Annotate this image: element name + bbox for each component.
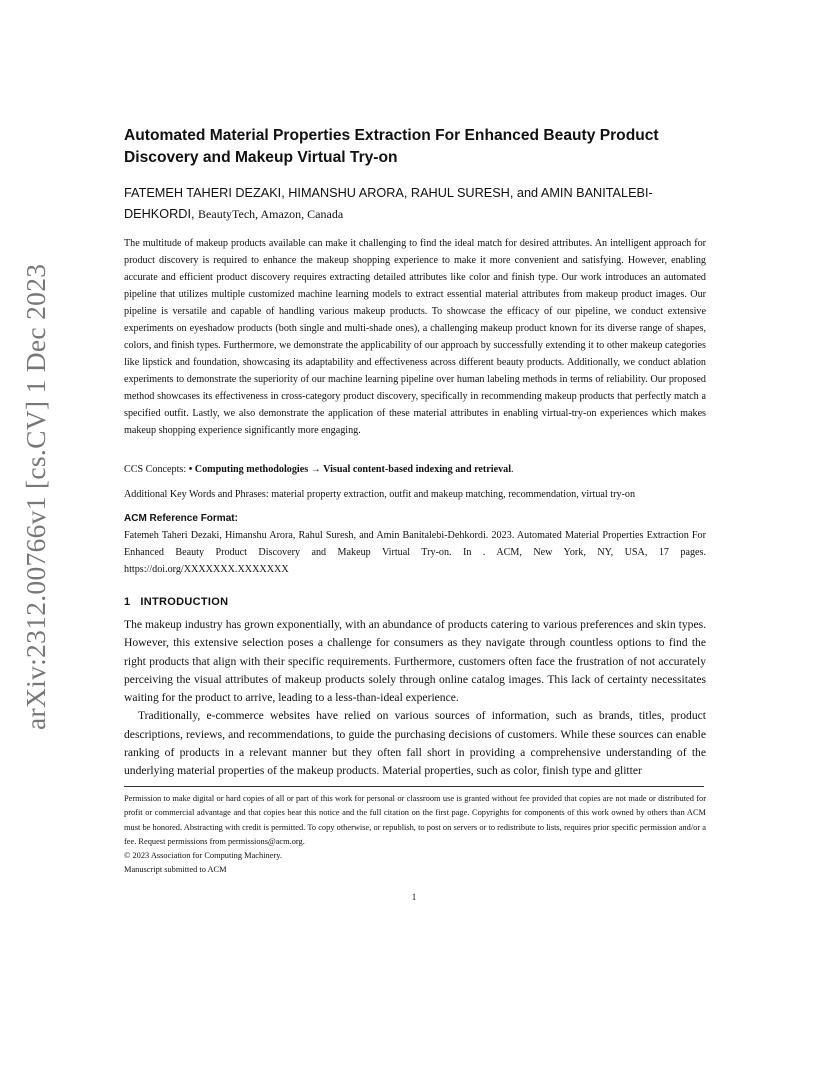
copyright-notice: © 2023 Association for Computing Machinery. [124,851,282,861]
arxiv-identifier-stamp: arXiv:2312.00766v1 [cs.CV] 1 Dec 2023 [20,263,51,730]
ccs-terminator: . [511,464,514,475]
intro-paragraph: Traditionally, e-commerce websites have relied on various sources of information, such as brands, titles, product descriptions, reviews, and recommendations, to guide the purchasing decisions of customers. While these sources can enable ranking of products in a relevant manner but they often fall short in providing a comprehensive understanding of the underlying material properties of the makeup products. Material properties, such as color, finish type and glitter [124,709,706,778]
footnote-block [124,792,706,878]
author-affiliation: BeautyTech, Amazon, Canada [198,207,344,221]
acm-reference-text: Fatemeh Taheri Dezaki, Himanshu Arora, Rahul Suresh, and Amin Banitalebi-Dehkordi. 2023. Automated Material Properties Extraction For Enhanced Beauty Product Discovery and Makeup Virtual Try-on. In . ACM, New York, NY, USA, 17 pages. https://doi.org/XXXXXXX.XXXXXXX [124,530,706,575]
author-names: FATEMEH TAHERI DEZAKI, HIMANSHU ARORA, RAHUL SURESH, and AMIN BANITALEBI-DEHKORDI, [124,186,653,221]
additional-keywords: Additional Key Words and Phrases: material property extraction, outfit and makeup matching, recommendation, virtual try-on [124,489,636,500]
intro-paragraph: The makeup industry has grown exponentially, with an abundance of products catering to various preferences and skin types. However, this extensive selection poses a challenge for consumers as they navigate through countless options to find the right products that align with their specific requirements. Furthermore, customers often face the frustration of not accurately perceiving the visual attributes of makeup products solely through online catalog images. This lack of certainty necessitates waiting for the product to arrive, leading to a less-than-ideal experience. [124,618,706,705]
section-title: INTRODUCTION [140,596,229,608]
ccs-concept-list: • Computing methodologies → Visual content-based indexing and retrieval [188,464,512,475]
acm-reference-heading: ACM Reference Format: [124,513,238,524]
page-number: 1 [411,892,417,902]
manuscript-notice: Manuscript submitted to ACM [124,865,227,875]
ccs-concepts [124,461,714,478]
section-number: 1 [124,596,131,608]
author-block [124,183,714,225]
paper-title: Automated Material Properties Extraction For Enhanced Beauty Product Discovery and Makeup Virtual Try-on [124,127,659,166]
section-heading-introduction [124,594,228,610]
abstract: The multitude of makeup products available can make it challenging to find the ideal match for desired attributes. An intelligent approach for product discovery is required to enhance the makeup shopping experience to make it more convenient and satisfying. However, enabling accurate and efficient product discovery requires extracting detailed attributes like color and finish type. Our work introduces an automated pipeline that utilizes multiple customized machine learning models to extract essential material attributes from makeup product images. Our pipeline is versatile and capable of handling various makeup products. To showcase the efficacy of our pipeline, we conduct extensive experiments on eyeshadow products (both single and multi-shade ones), a challenging makeup product known for its diverse range of shapes, colors, and finish types. Furthermore, we demonstrate the applicability of our approach by successfully extending it to other makeup categories like lipstick and foundation, showcasing its adaptability and effectiveness across different beauty products. Additionally, we conduct ablation experiments to demonstrate the superiority of our machine learning pipeline over human labeling methods in terms of reliability. Our proposed method showcases its effectiveness in cross-category product discovery, specifically in recommending makeup products that perfectly match a specified outfit. Lastly, we also demonstrate the application of these material attributes in enabling virtual-try-on experiences which makes makeup shopping experience significantly more engaging. [124,238,706,436]
ccs-label: CCS Concepts: [124,464,187,475]
footnote-divider [124,786,704,787]
introduction-body [124,616,706,781]
permission-notice: Permission to make digital or hard copies of all or part of this work for personal or classroom use is granted without fee provided that copies are not made or distributed for profit or commercial advantage and that copies bear this notice and the full citation on the first page. Copyrights for components of this work owned by others than ACM must be honored. Abstracting with credit is permitted. To copy otherwise, or republish, to post on servers or to redistribute to lists, requires prior specific permission and/or a fee. Request permissions from permissions@acm.org. [124,794,706,846]
